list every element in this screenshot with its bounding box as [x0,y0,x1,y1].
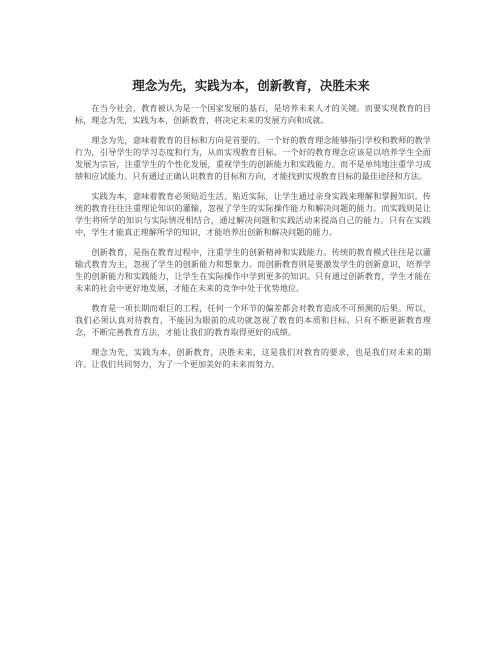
paragraph: 实践为本，意味着教育必须贴近生活、贴近实际，让学生通过亲身实践来理解和掌握知识。传统的教育往往注重理论知识的灌输，忽视了学生的实际操作能力和解决问题的能力。而实践则是让学生将所学的知识与实际情况相结合，通过解决问题和实践活动来提高自己的能力。只有在实践中，学生才能真正理解所学的知识，才能培养出创新和解决问题的能力。 [75,191,431,237]
paragraph: 教育是一项长期而艰巨的工程，任何一个环节的偏差都会对教育造成不可预测的后果。所以，我们必须认真对待教育，不能因为眼前的成功就忽视了教育的本质和目标。只有不断更新教育理念，不断完善教育方法，才能让我们的教育取得更好的成绩。 [75,303,431,337]
paragraph: 创新教育，是指在教育过程中，注重学生的创新精神和实践能力。传统的教育模式往往是以灌输式教育为主，忽视了学生的创新能力和想象力。而创新教育则是要激发学生的创新意识，培养学生的创新能力和实践能力，让学生在实际操作中学到更多的知识。只有通过创新教育，学生才能在未来的社会中更好地发展，才能在未来的竞争中处于优势地位。 [75,247,431,293]
paragraph: 在当今社会，教育被认为是一个国家发展的基石，是培养未来人才的关键。而要实现教育的目标，理念为先，实践为本，创新教育，将决定未来的发展方向和成就。 [75,103,431,125]
paragraph: 理念为先，实践为本，创新教育，决胜未来，这是我们对教育的要求，也是我们对未来的期许。让我们共同努力，为了一个更加美好的未来而努力。 [75,347,431,369]
paragraph: 理念为先，意味着教育的目标和方向是首要的。一个好的教育理念能够指引学校和教师的教学行为，引导学生的学习态度和行为，从而实现教育目标。一个好的教育理念应该是以培养学生全面发展为宗旨，注重学生的个性化发展，重视学生的创新能力和实践能力。而不是单纯地注重学习成绩和应试能力。只有通过正确认识教育的目标和方向，才能找到实现教育目标的最佳途径和方法。 [75,135,431,181]
document-body [75,102,431,378]
document-title: 理念为先，实践为本，创新教育，决胜未来 [132,78,370,93]
